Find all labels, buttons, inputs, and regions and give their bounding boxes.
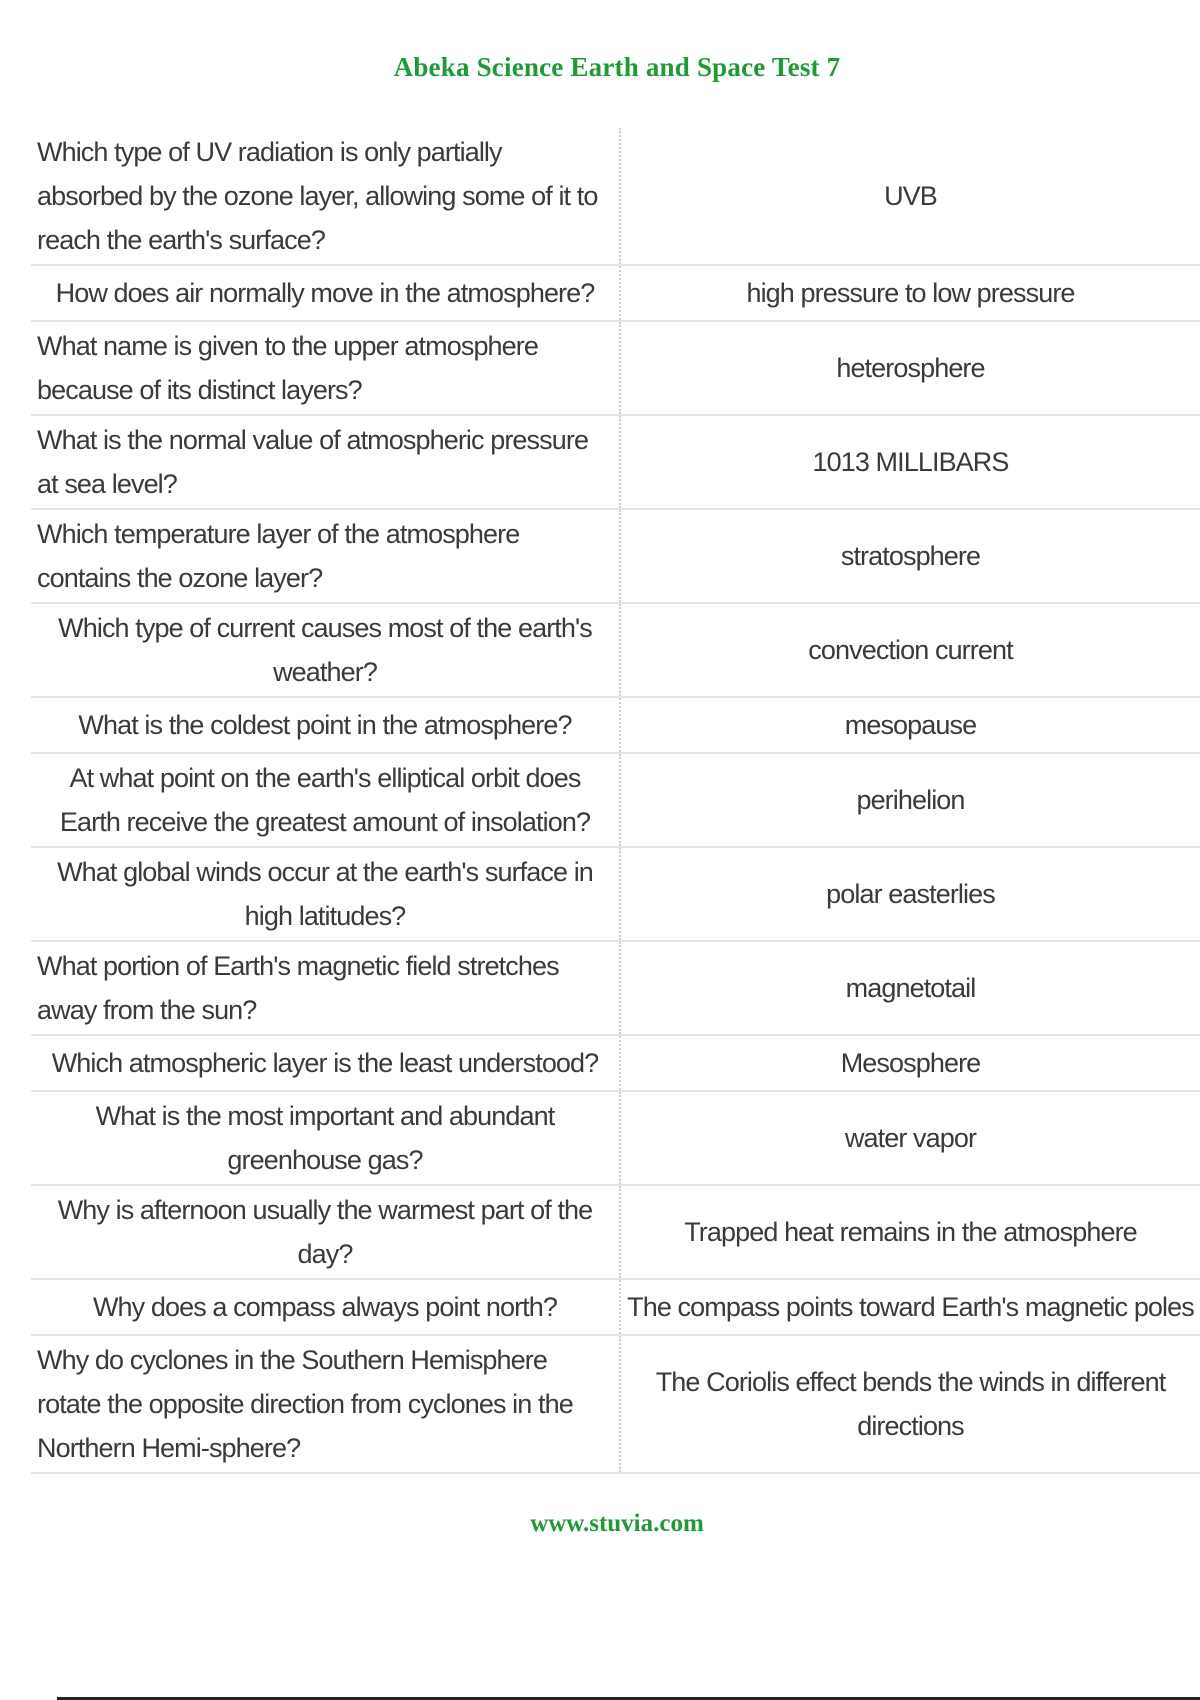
answer-cell: polar easterlies <box>620 847 1200 941</box>
answer-cell: Mesosphere <box>620 1035 1200 1091</box>
table-row <box>31 1035 1200 1091</box>
table-row <box>31 1091 1200 1185</box>
table-row <box>31 941 1200 1035</box>
answer-cell: magnetotail <box>620 941 1200 1035</box>
table-row <box>31 603 1200 697</box>
question-cell: Why does a compass always point north? <box>31 1279 620 1335</box>
answer-cell: heterosphere <box>620 321 1200 415</box>
answer-cell: Trapped heat remains in the atmosphere <box>620 1185 1200 1279</box>
table-row <box>31 509 1200 603</box>
answer-cell: The Coriolis effect bends the winds in different directions <box>620 1335 1200 1473</box>
footer-link[interactable]: www.stuvia.com <box>530 1510 704 1537</box>
question-cell: What portion of Earth's magnetic field stretches away from the sun? <box>31 941 620 1035</box>
question-cell: What global winds occur at the earth's surface in high latitudes? <box>31 847 620 941</box>
question-cell: Which temperature layer of the atmosphere contains the ozone layer? <box>31 509 620 603</box>
answer-cell: high pressure to low pressure <box>620 265 1200 321</box>
qa-table <box>31 128 1200 1474</box>
document-title: Abeka Science Earth and Space Test 7 <box>393 52 841 82</box>
question-cell: Which type of UV radiation is only partially absorbed by the ozone layer, allowing some of it to reach the earth's surface? <box>31 128 620 265</box>
table-row <box>31 753 1200 847</box>
table-row <box>31 128 1200 265</box>
table-row <box>31 415 1200 509</box>
table-row <box>31 697 1200 753</box>
table-row <box>31 847 1200 941</box>
table-row <box>31 265 1200 321</box>
question-cell: Which atmospheric layer is the least understood? <box>31 1035 620 1091</box>
table-row <box>31 1185 1200 1279</box>
question-cell: What is the coldest point in the atmosphere? <box>31 697 620 753</box>
answer-cell: The compass points toward Earth's magnetic poles <box>620 1279 1200 1335</box>
question-cell: What is the most important and abundant greenhouse gas? <box>31 1091 620 1185</box>
answer-cell: mesopause <box>620 697 1200 753</box>
table-row <box>31 1335 1200 1473</box>
table-row <box>31 321 1200 415</box>
question-cell: Why is afternoon usually the warmest part of the day? <box>31 1185 620 1279</box>
answer-cell: water vapor <box>620 1091 1200 1185</box>
answer-cell: stratosphere <box>620 509 1200 603</box>
table-row <box>31 1279 1200 1335</box>
answer-cell: perihelion <box>620 753 1200 847</box>
question-cell: How does air normally move in the atmosphere? <box>31 265 620 321</box>
question-cell: Which type of current causes most of the earth's weather? <box>31 603 620 697</box>
answer-cell: convection current <box>620 603 1200 697</box>
question-cell: What name is given to the upper atmosphere because of its distinct layers? <box>31 321 620 415</box>
answer-cell: UVB <box>620 128 1200 265</box>
question-cell: Why do cyclones in the Southern Hemisphere rotate the opposite direction from cyclones in the Northern Hemi-sphere? <box>31 1335 620 1473</box>
question-cell: What is the normal value of atmospheric pressure at sea level? <box>31 415 620 509</box>
answer-cell: 1013 MILLIBARS <box>620 415 1200 509</box>
question-cell: At what point on the earth's elliptical orbit does Earth receive the greatest amount of insolation? <box>31 753 620 847</box>
